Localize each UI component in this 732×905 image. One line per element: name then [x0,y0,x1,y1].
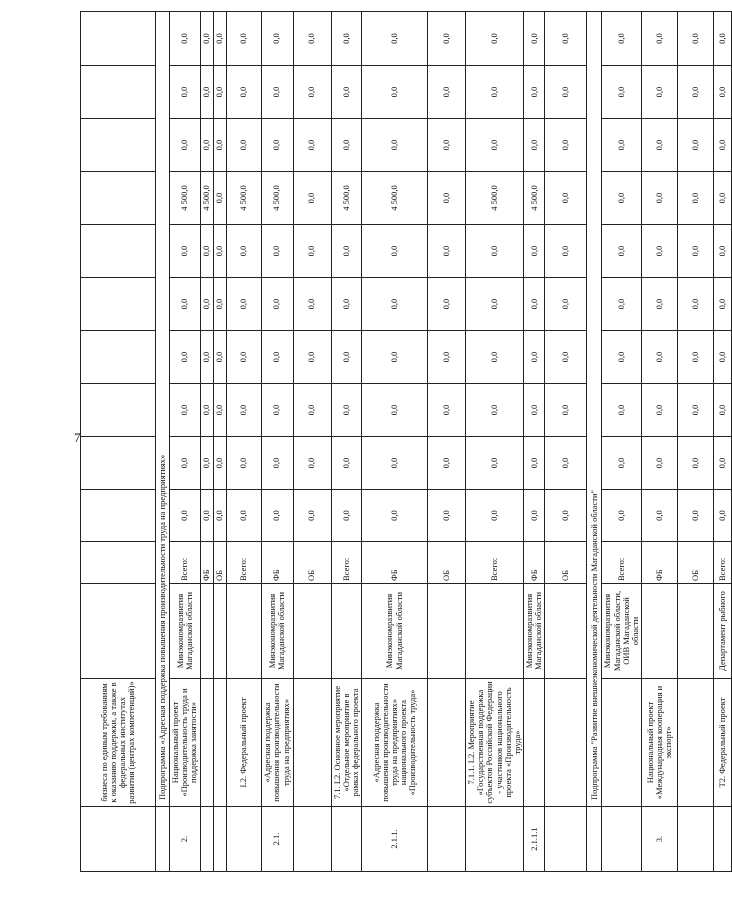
row-number: 2.1. [261,807,293,872]
table-row [466,12,524,872]
row-value: 0,0 [362,119,428,172]
table-row [362,12,428,872]
row-value: 0,0 [545,384,587,437]
row-value: 0,0 [524,12,545,66]
row-number: 2.1.1. [362,807,428,872]
row-value: 4 500,0 [466,172,524,225]
row-value: 4 500,0 [200,172,213,225]
row-value: 0,0 [213,278,226,331]
row-value: 0,0 [642,437,678,490]
row-value: 0,0 [642,225,678,278]
row-value: 0,0 [293,384,331,437]
row-number [81,807,156,872]
row-value: 0,0 [678,66,714,119]
row-executor [428,584,466,679]
row-value: 0,0 [678,225,714,278]
row-value: 0,0 [678,384,714,437]
row-value: 0,0 [524,225,545,278]
row-executor: Минэкономразвития Магаданской области [524,584,545,679]
row-executor [642,584,678,679]
row-value: 0,0 [466,225,524,278]
row-value: 0,0 [170,278,201,331]
row-value: 0,0 [642,331,678,384]
table-row [714,12,732,872]
row-value: 0,0 [331,278,362,331]
row-name: 7.1.1. L2. Мероприятие «Государственная поддержка субъектов Российской Федерации - участников национального проекта «Производительность труда» [466,679,524,807]
row-number [293,807,331,872]
row-executor: Минэкономразвития Магаданской области [170,584,201,679]
row-value: 0,0 [226,12,261,66]
row-value: 0,0 [428,331,466,384]
row-value: 0,0 [226,331,261,384]
row-value: 0,0 [602,384,642,437]
row-executor [200,584,213,679]
row-number [602,807,642,872]
row-value: 0,0 [545,437,587,490]
row-executor [466,584,524,679]
row-value: 0,0 [678,12,714,66]
row-value: 0,0 [293,490,331,542]
row-value: 0,0 [678,331,714,384]
row-source: Всего: [226,542,261,584]
table-row [81,12,156,872]
row-executor [678,584,714,679]
row-value [81,119,156,172]
row-value: 0,0 [428,172,466,225]
row-value: 0,0 [331,66,362,119]
row-value: 0,0 [213,225,226,278]
row-value: 0,0 [362,225,428,278]
row-value: 0,0 [602,119,642,172]
row-number [714,807,732,872]
row-value: 0,0 [170,225,201,278]
row-source: ОБ [678,542,714,584]
row-value: 0,0 [714,490,732,542]
row-name: Национальный проект «Производительность труда и поддержка занятости» [170,679,201,807]
row-executor: Департамент рыбного [714,584,732,679]
row-value: 0,0 [714,331,732,384]
row-name: «Адресная поддержка повышения производительности труда на предприятиях» [261,679,293,807]
row-name [545,679,587,807]
row-number [200,807,213,872]
row-value: 0,0 [170,12,201,66]
row-value: 4 500,0 [226,172,261,225]
row-value: 0,0 [602,278,642,331]
row-value: 0,0 [200,278,213,331]
row-value: 0,0 [213,384,226,437]
row-value [81,66,156,119]
row-value [81,437,156,490]
row-value [81,331,156,384]
row-value: 0,0 [642,490,678,542]
row-value: 0,0 [428,437,466,490]
rotated-budget-table [80,12,727,872]
budget-table [80,11,732,872]
row-value: 0,0 [642,384,678,437]
subprogram-row [587,12,602,872]
row-number [213,807,226,872]
row-value: 0,0 [545,66,587,119]
row-value: 0,0 [200,437,213,490]
row-name [524,679,545,807]
row-value: 0,0 [170,437,201,490]
row-value: 4 500,0 [524,172,545,225]
row-value: 0,0 [642,12,678,66]
row-value: 0,0 [466,331,524,384]
row-name [602,679,642,807]
row-value [81,278,156,331]
row-value: 0,0 [331,437,362,490]
row-value: 0,0 [642,66,678,119]
row-value: 0,0 [545,331,587,384]
row-value: 0,0 [293,225,331,278]
row-source: ФБ [524,542,545,584]
row-name: T2. Федеральный проект [714,679,732,807]
row-value: 0,0 [213,172,226,225]
row-name [428,679,466,807]
row-source: Всего: [602,542,642,584]
row-value [81,12,156,66]
row-value: 0,0 [602,172,642,225]
row-value: 0,0 [213,331,226,384]
row-value: 0,0 [428,278,466,331]
row-value: 0,0 [466,66,524,119]
row-value: 0,0 [362,331,428,384]
row-value: 0,0 [226,490,261,542]
row-name: бизнеса по единым требованиям к оказанию поддержки, а также в федеральных институтах развития (центрах компетенций)» [81,679,156,807]
row-value: 0,0 [261,437,293,490]
row-value: 0,0 [293,66,331,119]
row-value: 0,0 [293,437,331,490]
row-value: 0,0 [428,384,466,437]
row-executor [81,584,156,679]
row-value: 0,0 [642,278,678,331]
row-value: 0,0 [714,384,732,437]
row-value: 0,0 [602,225,642,278]
row-value: 0,0 [714,225,732,278]
row-source: Всего: [170,542,201,584]
row-value: 0,0 [714,119,732,172]
row-value: 0,0 [200,225,213,278]
row-value: 0,0 [226,278,261,331]
row-value: 0,0 [261,331,293,384]
row-value: 0,0 [714,12,732,66]
row-value: 0,0 [213,437,226,490]
row-source: ФБ [200,542,213,584]
row-value: 0,0 [362,12,428,66]
row-value: 0,0 [261,278,293,331]
row-value: 0,0 [226,66,261,119]
row-source: ФБ [642,542,678,584]
table-row [226,12,261,872]
row-name: Национальный проект «Международная кооперация и экспорт» [642,679,678,807]
table-row [524,12,545,872]
row-value: 0,0 [331,384,362,437]
row-value: 0,0 [524,437,545,490]
row-value [81,225,156,278]
row-value: 0,0 [331,331,362,384]
row-value: 0,0 [545,172,587,225]
row-source: ОБ [545,542,587,584]
row-value: 4 500,0 [331,172,362,225]
row-value: 0,0 [331,12,362,66]
row-value: 0,0 [170,119,201,172]
row-value: 0,0 [213,119,226,172]
row-name [293,679,331,807]
row-value: 0,0 [331,490,362,542]
row-name [678,679,714,807]
row-value: 4 500,0 [261,172,293,225]
table-row [213,12,226,872]
row-value: 0,0 [428,12,466,66]
row-value: 0,0 [524,278,545,331]
row-value: 0,0 [261,12,293,66]
table-row [261,12,293,872]
row-value: 0,0 [466,437,524,490]
row-source [81,542,156,584]
row-value [81,490,156,542]
row-value: 0,0 [261,119,293,172]
row-value: 0,0 [226,384,261,437]
row-value: 0,0 [226,437,261,490]
page-number: 7 [74,430,81,445]
row-value: 0,0 [545,225,587,278]
row-value: 0,0 [714,278,732,331]
row-executor [293,584,331,679]
row-value: 4 500,0 [170,172,201,225]
row-number [466,807,524,872]
table-row [428,12,466,872]
row-value: 0,0 [524,119,545,172]
row-source: Всего: [331,542,362,584]
row-value: 0,0 [524,384,545,437]
subprogram-title: Подпрограмма "Развитие внешнеэкономической деятельности Магаданской области" [587,12,602,807]
row-value: 0,0 [200,331,213,384]
row-value: 0,0 [524,490,545,542]
row-name: L2. Федеральный проект [226,679,261,807]
row-value: 0,0 [428,225,466,278]
row-value: 0,0 [331,225,362,278]
row-value: 0,0 [170,66,201,119]
row-value: 0,0 [545,278,587,331]
row-value: 0,0 [602,331,642,384]
row-value: 0,0 [678,172,714,225]
row-number: 2. [170,807,201,872]
row-source: Всего: [714,542,732,584]
row-value: 0,0 [642,119,678,172]
row-value: 0,0 [261,66,293,119]
row-value: 0,0 [466,119,524,172]
row-name [200,679,213,807]
row-value: 0,0 [642,172,678,225]
row-value: 0,0 [524,66,545,119]
row-value: 0,0 [213,66,226,119]
row-value: 0,0 [170,331,201,384]
row-executor: Минэкономразвития Магаданской области [362,584,428,679]
row-value: 0,0 [466,490,524,542]
table-row [200,12,213,872]
table-row [170,12,201,872]
row-value: 0,0 [226,225,261,278]
row-value: 0,0 [362,490,428,542]
row-number [428,807,466,872]
row-value: 0,0 [545,119,587,172]
row-value: 0,0 [213,490,226,542]
row-value: 0,0 [261,384,293,437]
row-value: 0,0 [200,66,213,119]
row-value: 4 500,0 [362,172,428,225]
row-value: 0,0 [602,66,642,119]
row-value: 0,0 [293,331,331,384]
table-row [331,12,362,872]
row-value: 0,0 [714,437,732,490]
row-number [331,807,362,872]
row-value: 0,0 [170,490,201,542]
row-value: 0,0 [678,437,714,490]
row-value: 0,0 [678,490,714,542]
row-number: 3. [642,807,678,872]
row-executor: Минэкономразвития Магаданской области, ОИВ Магаданской области [602,584,642,679]
subprogram-title: Подпрограмма «Адресная поддержка повышения производительности труда на предприятиях» [156,12,170,807]
row-executor [545,584,587,679]
subprogram-row [156,12,170,872]
row-source: ОБ [428,542,466,584]
row-value: 0,0 [331,119,362,172]
row-value: 0,0 [293,172,331,225]
row-value: 0,0 [428,490,466,542]
row-number [678,807,714,872]
row-value: 0,0 [293,278,331,331]
row-name [213,679,226,807]
table-row [678,12,714,872]
row-value: 0,0 [200,490,213,542]
row-number [226,807,261,872]
row-value: 0,0 [428,66,466,119]
row-value: 0,0 [362,278,428,331]
table-row [545,12,587,872]
row-value: 0,0 [678,119,714,172]
row-value: 0,0 [678,278,714,331]
row-number [545,807,587,872]
row-value: 0,0 [170,384,201,437]
table-row [293,12,331,872]
row-value [81,172,156,225]
row-value: 0,0 [466,12,524,66]
row-value: 0,0 [200,12,213,66]
row-value: 0,0 [602,490,642,542]
row-value: 0,0 [293,119,331,172]
row-value: 0,0 [261,490,293,542]
row-value: 0,0 [545,490,587,542]
row-value: 0,0 [428,119,466,172]
row-source: ОБ [293,542,331,584]
row-value: 0,0 [545,12,587,66]
row-number: 2.1.1.1 [524,807,545,872]
row-value: 0,0 [714,172,732,225]
row-value: 0,0 [200,384,213,437]
row-value: 0,0 [293,12,331,66]
row-source: ФБ [362,542,428,584]
row-executor [226,584,261,679]
row-name: «Адресная поддержка повышения производительности труда на предприятиях» национального проекта «Производительность труда» [362,679,428,807]
row-value: 0,0 [714,66,732,119]
row-value: 0,0 [213,12,226,66]
row-source: Всего: [466,542,524,584]
row-executor: Минэкономразвития Магаданской области [261,584,293,679]
table-row [602,12,642,872]
row-source: ФБ [261,542,293,584]
row-executor [331,584,362,679]
row-value: 0,0 [524,331,545,384]
row-value: 0,0 [362,437,428,490]
row-value: 0,0 [466,384,524,437]
row-source: ОБ [213,542,226,584]
row-value: 0,0 [362,384,428,437]
row-value: 0,0 [602,437,642,490]
row-value: 0,0 [602,12,642,66]
row-value [81,384,156,437]
row-value: 0,0 [200,119,213,172]
table-row [642,12,678,872]
row-value: 0,0 [261,225,293,278]
row-executor [213,584,226,679]
row-value: 0,0 [226,119,261,172]
row-value: 0,0 [362,66,428,119]
row-name: 7.1. L2. Основное мероприятие «Отдельное мероприятие в рамках федерального проекта [331,679,362,807]
row-value: 0,0 [466,278,524,331]
